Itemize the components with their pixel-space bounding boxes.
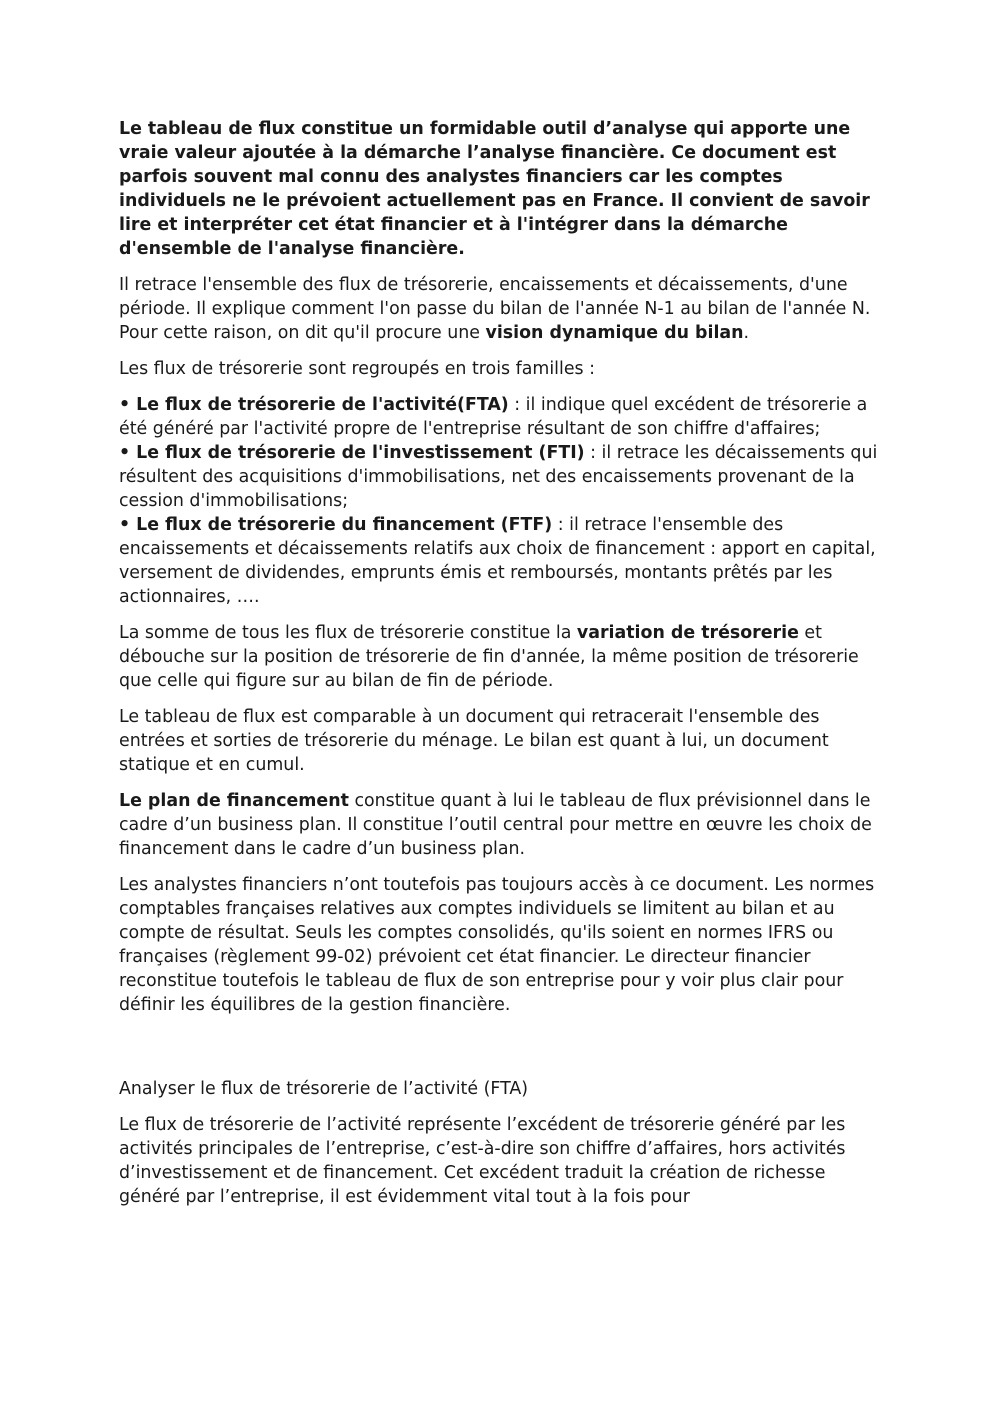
- paragraph-text: et débouche sur la position de trésorerie de fin d'année, la même position de trésorerie que celle qui figure sur au bilan de fin de période.: [119, 623, 859, 691]
- bullet-item-ftf: [119, 513, 881, 609]
- section-title: Analyser le flux de trésorerie de l’activité (FTA): [119, 1079, 529, 1099]
- bold-term: Le flux de trésorerie du financement (FTF): [136, 515, 553, 535]
- flux-bullet-list: [119, 393, 881, 609]
- bold-term: Le plan de financement: [119, 791, 349, 811]
- paragraph-plan-financement: [119, 789, 881, 861]
- paragraph-dynamic-view: [119, 273, 881, 345]
- bullet-item-fti: [119, 441, 881, 513]
- bullet-text: : il retrace l'ensemble des encaissements et décaissements relatifs aux choix de financement : apport en capital, versement de dividendes, emprunts émis et remboursés, montants prêtés par les actionnaires, ….: [119, 515, 876, 607]
- paragraph-comparison: Le tableau de flux est comparable à un document qui retracerait l'ensemble des entrées et sorties de trésorerie du ménage. Le bilan est quant à lui, un document statique et en cumul.: [119, 707, 829, 775]
- bullet-marker: •: [119, 443, 137, 463]
- paragraph-analysts: Les analystes financiers n’ont toutefois pas toujours accès à ce document. Les normes comptables françaises relatives aux comptes individuels se limitent au bilan et au compte de résultat. Seuls les comptes consolidés, qu'ils soient en normes IFRS ou françaises (règlement 99-02) prévoient cet état financier. Le directeur financier reconstitue toutefois le tableau de flux de son entreprise pour y voir plus clair pour définir les équilibres de la gestion financière.: [119, 875, 875, 1015]
- bold-term: Le flux de trésorerie de l'activité(FTA): [136, 395, 509, 415]
- paragraph-fta: Le flux de trésorerie de l’activité représente l’excédent de trésorerie généré par les activités principales de l’entreprise, c’est-à-dire son chiffre d’affaires, hors activités d’investissement et de financement. Cet excédent traduit la création de richesse généré par l’entreprise, il est évidemment vital tout à la fois pour: [119, 1115, 846, 1207]
- paragraph-text: Il retrace l'ensemble des flux de trésorerie, encaissements et décaissements, d'une période. Il explique comment l'on passe du bilan de l'année N-1 au bilan de l'année N. Pour cette raison, on dit qu'il procure une: [119, 275, 871, 343]
- bullet-text: : il indique quel excédent de trésorerie a été généré par l'activité propre de l'entreprise résultant de son chiffre d'affaires;: [119, 395, 868, 439]
- paragraph-families: Les flux de trésorerie sont regroupés en trois familles :: [119, 359, 595, 379]
- paragraph-text: constitue quant à lui le tableau de flux prévisionnel dans le cadre d’un business plan. Il constitue l’outil central pour mettre en œuvre les choix de financement dans le cadre d’un business plan.: [119, 791, 872, 859]
- bold-term: variation de trésorerie: [576, 623, 799, 643]
- paragraph-variation: [119, 621, 881, 693]
- bullet-item-fta: [119, 393, 881, 441]
- bullet-marker: •: [119, 515, 137, 535]
- intro-paragraph: Le tableau de flux constitue un formidable outil d’analyse qui apporte une vraie valeur ajoutée à la démarche l’analyse financière. Ce document est parfois souvent mal connu des analystes financiers car les comptes individuels ne le prévoient actuellement pas en France. Il convient de savoir lire et interpréter cet état financier et à l'intégrer dans la démarche d'ensemble de l'analyse financière.: [119, 119, 870, 259]
- document-page: [119, 117, 881, 1221]
- bold-term: vision dynamique du bilan: [485, 323, 744, 343]
- bold-term: Le flux de trésorerie de l'investissement (FTI): [136, 443, 585, 463]
- bullet-text: : il retrace les décaissements qui résultent des acquisitions d'immobilisations, net des encaissements provenant de la cession d'immobilisations;: [119, 443, 878, 511]
- bullet-marker: •: [119, 395, 137, 415]
- paragraph-text: La somme de tous les flux de trésorerie constitue la: [119, 623, 577, 643]
- paragraph-text: .: [743, 323, 750, 343]
